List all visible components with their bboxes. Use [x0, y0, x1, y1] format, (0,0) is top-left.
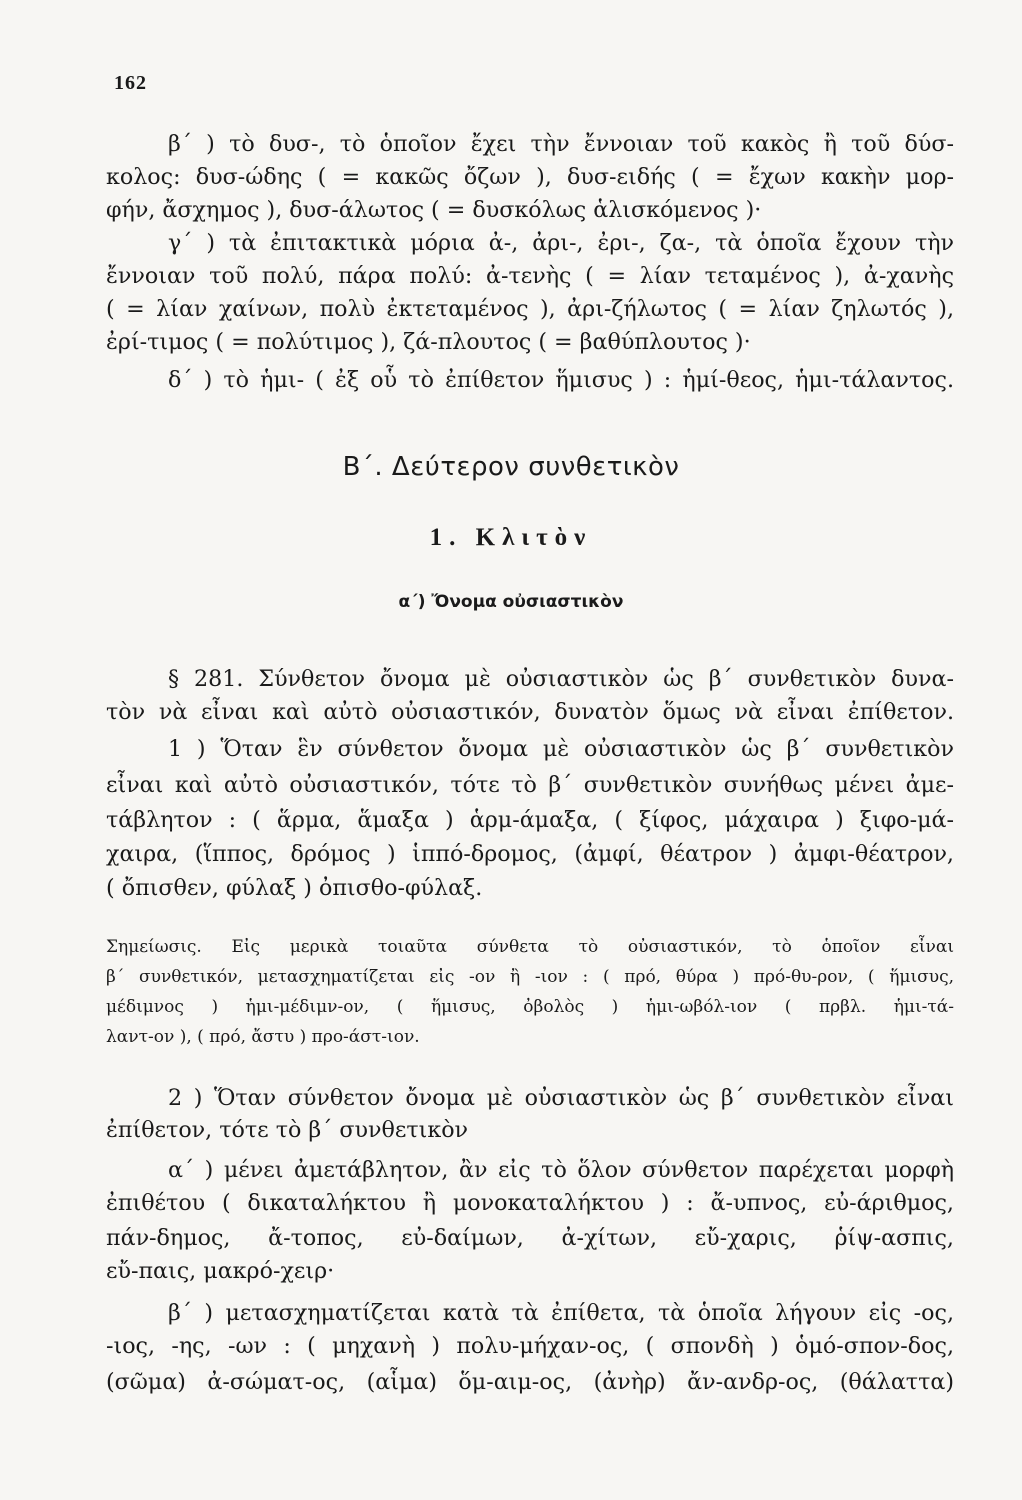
body-line: 2 ) Ὅταν σύνθετον ὄνομα μὲ οὐσιαστικὸν ὡς β΄ συνθετικὸν εἶναι	[168, 1085, 954, 1111]
note-line: μέδιμνος ) ἡμι-μέδιμν-ον, ( ἥμισυς, ὀβολὸς ) ἡμι-ωβόλ-ιον ( πρβλ. ἡμι-τά-	[106, 997, 954, 1017]
body-line: ( ὄπισθεν, φύλαξ ) ὀπισθο-φύλαξ.	[106, 875, 483, 901]
note-line: Σημείωσις. Εἰς μερικὰ τοιαῦτα σύνθετα τὸ οὐσιαστικόν, τὸ ὁποῖον εἶναι	[106, 937, 954, 957]
body-line: 1 ) Ὅταν ἓν σύνθετον ὄνομα μὲ οὐσιαστικὸν ὡς β΄ συνθετικὸν	[168, 736, 954, 762]
body-line: ἐπιθέτου ( δικαταλήκτου ἢ μονοκαταλήκτου ) : ἄ-υπνος, εὐ-άριθμος,	[106, 1190, 954, 1216]
body-line: εὔ-παις, μακρό-χειρ·	[106, 1258, 335, 1284]
note-line: λαντ-ον ), ( πρό, ἄστυ ) προ-άστ-ιον.	[106, 1027, 420, 1047]
body-line: τάβλητον : ( ἅρμα, ἅμαξα ) ἁρμ-άμαξα, ( ξίφος, μάχαιρα ) ξιφο-μά-	[106, 807, 954, 833]
subsection-heading-1: 1. Κλιτὸν	[429, 524, 593, 551]
body-line: ( = λίαν χαίνων, πολὺ ἐκτεταμένος ), ἀρι-ζήλωτος ( = λίαν ζηλωτός ),	[106, 296, 954, 322]
note-line: β΄ συνθετικόν, μετασχηματίζεται εἰς -ον ἢ -ιον : ( πρό, θύρα ) πρό-θυ-ρον, ( ἥμισυς,	[106, 967, 954, 987]
body-line: πάν-δημος, ἄ-τοπος, εὐ-δαίμων, ἀ-χίτων, εὔ-χαρις, ῥίψ-ασπις,	[106, 1225, 954, 1251]
body-line: -ιος, -ης, -ων : ( μηχανὴ ) πολυ-μήχαν-ος, ( σπονδὴ ) ὁμό-σπον-δος,	[106, 1333, 954, 1359]
body-line: εἶναι καὶ αὐτὸ οὐσιαστικόν, τότε τὸ β΄ συνθετικὸν συνήθως μένει ἀμε-	[106, 772, 954, 798]
body-line: φήν, ἄσχημος ), δυσ-άλωτος ( = δυσκόλως ἁλισκόμενος )·	[106, 197, 762, 223]
page-number: 162	[114, 72, 147, 94]
body-line: β΄ ) μετασχηματίζεται κατὰ τὰ ἐπίθετα, τὰ ὁποῖα λήγουν εἰς -ος,	[168, 1300, 954, 1326]
body-line: β΄ ) τὸ δυσ-, τὸ ὁποῖον ἔχει τὴν ἔννοιαν τοῦ κακὸς ἢ τοῦ δύσ-	[168, 131, 954, 157]
body-line: κολος: δυσ-ώδης ( = κακῶς ὄζων ), δυσ-ειδής ( = ἔχων κακὴν μορ-	[106, 164, 954, 190]
body-line: τὸν νὰ εἶναι καὶ αὐτὸ οὐσιαστικόν, δυνατὸν ὅμως νὰ εἶναι ἐπίθετον.	[106, 699, 954, 725]
section-heading-b: Β΄. Δεύτερον συνθετικὸν	[342, 452, 680, 482]
body-line: ἔννοιαν τοῦ πολύ, πάρα πολύ: ἀ-τενὴς ( = λίαν τεταμένος ), ἀ-χανὴς	[106, 263, 954, 289]
body-line: § 281. Σύνθετον ὄνομα μὲ οὐσιαστικὸν ὡς β΄ συνθετικὸν δυνα-	[168, 666, 954, 692]
subsection-heading-a: α΄) Ὄνομα οὐσιαστικὸν	[398, 592, 624, 612]
body-line: γ΄ ) τὰ ἐπιτακτικὰ μόρια ἀ-, ἀρι-, ἐρι-, ζα-, τὰ ὁποῖα ἔχουν τὴν	[168, 230, 954, 256]
body-line: ἐρί-τιμος ( = πολύτιμος ), ζά-πλουτος ( = βαθύπλουτος )·	[106, 329, 751, 355]
body-line: (σῶμα) ἀ-σώματ-ος, (αἷμα) ὅμ-αιμ-ος, (ἀνὴρ) ἄν-ανδρ-ος, (θάλαττα)	[106, 1369, 954, 1395]
body-line: ἐπίθετον, τότε τὸ β΄ συνθετικὸν	[106, 1117, 469, 1143]
body-line: α΄ ) μένει ἀμετάβλητον, ἂν εἰς τὸ ὅλον σύνθετον παρέχεται μορφὴ	[168, 1157, 954, 1183]
body-line: δ΄ ) τὸ ἡμι- ( ἐξ οὗ τὸ ἐπίθετον ἥμισυς ) : ἡμί-θεος, ἡμι-τάλαντος.	[168, 367, 954, 393]
body-line: χαιρα, (ἵππος, δρόμος ) ἱππό-δρομος, (ἀμφί, θέατρον ) ἀμφι-θέατρον,	[106, 841, 954, 867]
